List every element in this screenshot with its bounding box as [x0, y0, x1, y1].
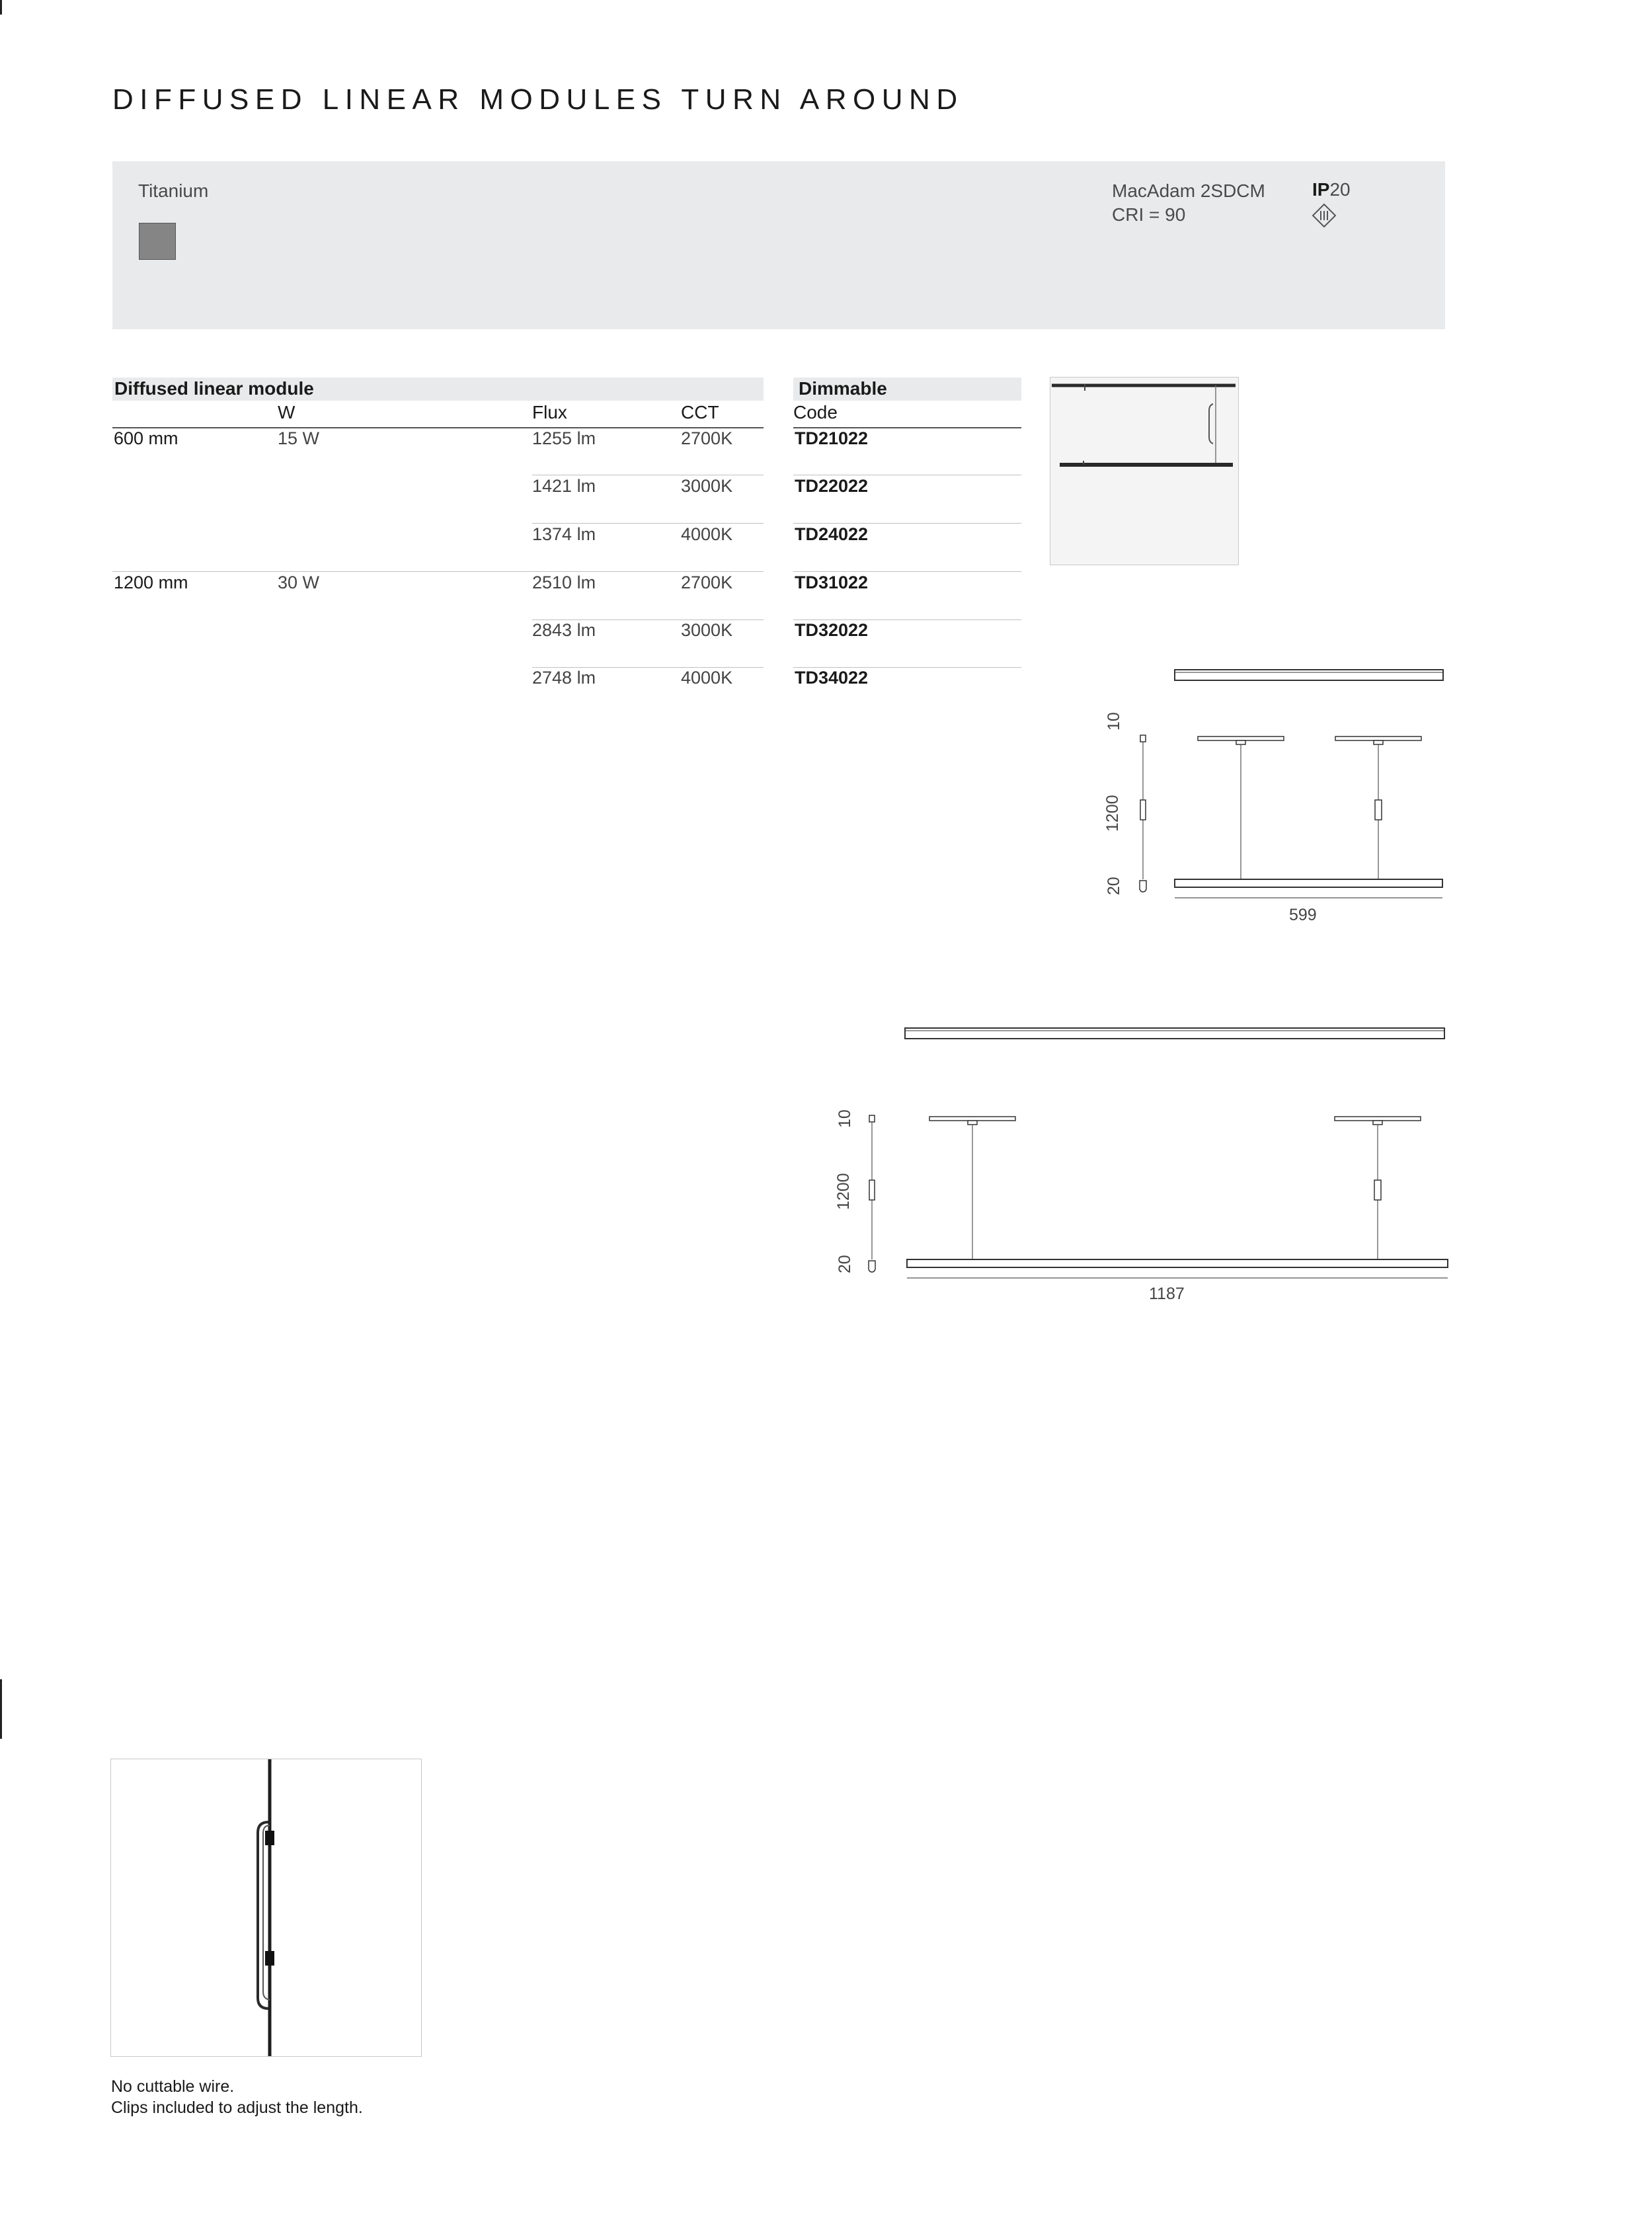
table-row-flux: 2510 lm [532, 573, 596, 592]
table-section-title: Diffused linear module [114, 378, 314, 399]
page-title: DIFFUSED LINEAR MODULES TURN AROUND [112, 83, 964, 116]
drawing-1200-top-view [902, 1023, 1450, 1043]
dim-1200-top: 10 [836, 1109, 854, 1128]
table-header-rule [112, 427, 764, 428]
table-row-cct: 2700K [681, 573, 733, 592]
row-divider [793, 523, 1021, 524]
table-row-code: TD34022 [795, 668, 869, 688]
length-600: 600 mm [114, 428, 178, 448]
dim-600-top: 10 [1105, 712, 1123, 731]
watt-15: 15 W [278, 428, 320, 448]
finish-label: Titanium [138, 180, 209, 201]
table-row-cct: 4000K [681, 668, 733, 688]
drawing-600-top-view [1171, 664, 1449, 684]
row-divider [532, 523, 764, 524]
ip-rating [1312, 177, 1351, 202]
dimmable-title: Dimmable [799, 378, 887, 399]
clip-photo-illustration [111, 1759, 421, 2056]
column-header-flux: Flux [532, 402, 567, 422]
column-header-code: Code [793, 402, 838, 422]
class-iii-icon [1311, 202, 1337, 229]
note-line-1: No cuttable wire. [111, 2077, 235, 2096]
column-header-w: W [278, 402, 295, 422]
table-row-flux: 1374 lm [532, 524, 596, 544]
length-1200: 1200 mm [114, 573, 188, 592]
row-divider [793, 571, 1021, 572]
macadam-spec: MacAdam 2SDCM [1112, 180, 1265, 201]
dim-600-height: 1200 [1103, 795, 1122, 832]
table-row-code: TD21022 [795, 428, 869, 448]
table-row-code: TD31022 [795, 573, 869, 592]
table-row-flux: 2748 lm [532, 668, 596, 688]
group-divider [112, 571, 764, 572]
page-edge-mark-bottom [0, 1679, 2, 1739]
dim-1200-bottom: 20 [836, 1255, 854, 1273]
note-line-2: Clips included to adjust the length. [111, 2098, 363, 2117]
table-row-flux: 1421 lm [532, 476, 596, 496]
column-header-cct: CCT [681, 402, 719, 422]
table-row-cct: 3000K [681, 476, 733, 496]
product-photo [1050, 377, 1239, 565]
table-row-flux: 1255 lm [532, 428, 596, 448]
ip-value: 20 [1329, 179, 1351, 200]
clip-photo [110, 1759, 422, 2057]
finish-swatch [139, 223, 176, 260]
cri-spec: CRI = 90 [1112, 204, 1186, 225]
product-photo-illustration [1050, 378, 1238, 565]
table-row-code: TD32022 [795, 620, 869, 640]
watt-30: 30 W [278, 573, 320, 592]
table-row-code: TD22022 [795, 476, 869, 496]
dim-600-bottom: 20 [1105, 877, 1123, 895]
drawing-600-side-view [1097, 727, 1454, 899]
dim-1200-height: 1200 [834, 1173, 853, 1210]
ip-prefix: IP [1312, 179, 1330, 200]
drawing-1200-side-view [833, 1107, 1454, 1279]
page-edge-mark-top [0, 0, 2, 15]
table-row-cct: 2700K [681, 428, 733, 448]
dim-600-length: 599 [1289, 906, 1317, 924]
table-row-cct: 3000K [681, 620, 733, 640]
dim-1200-length: 1187 [1149, 1285, 1185, 1303]
table-row-code: TD24022 [795, 524, 869, 544]
table-row-cct: 4000K [681, 524, 733, 544]
table-row-flux: 2843 lm [532, 620, 596, 640]
